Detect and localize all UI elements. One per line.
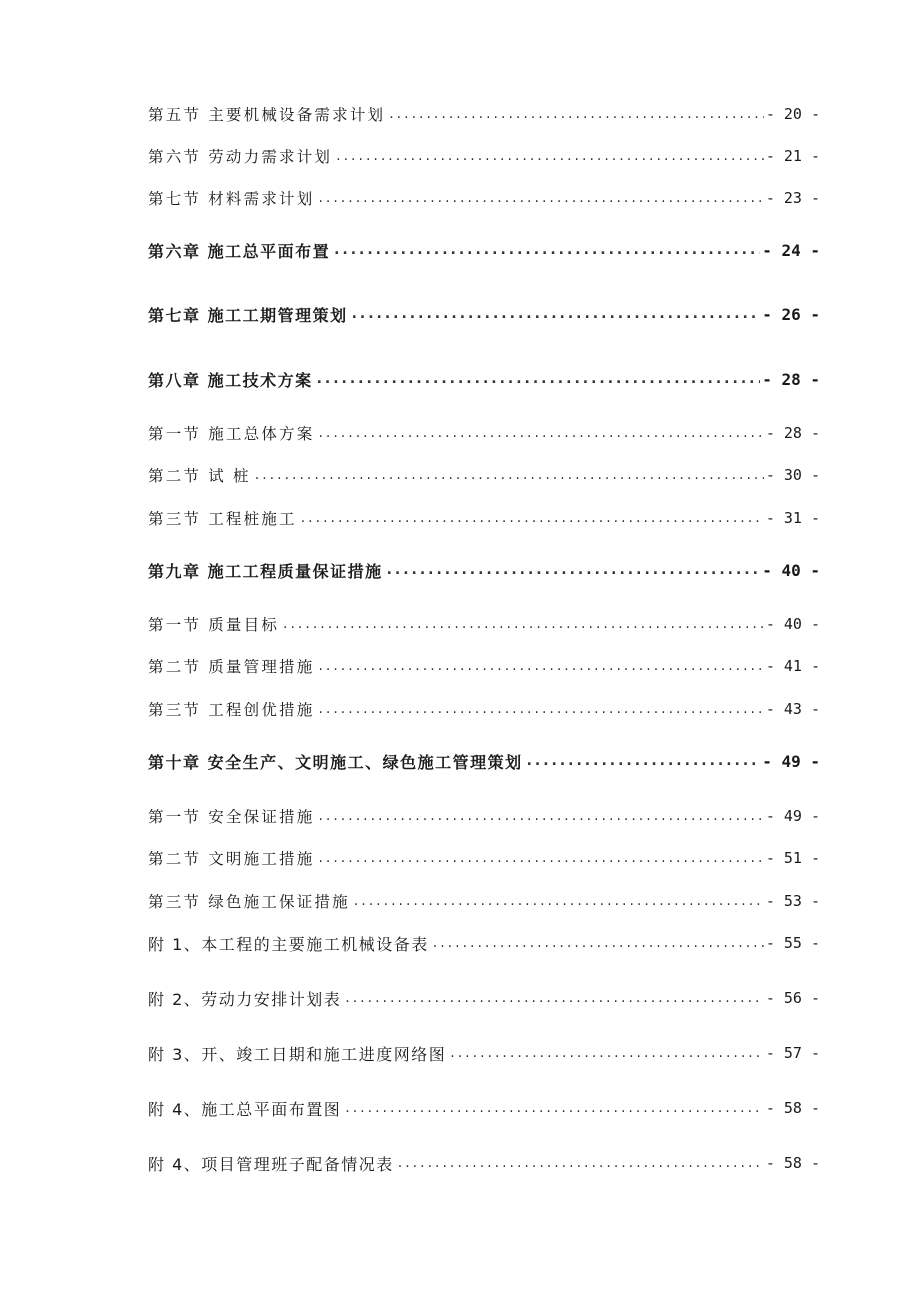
toc-entry-appendix-4b[interactable] — [148, 1151, 820, 1175]
toc-dot-leader — [345, 986, 764, 1010]
toc-entry-title: 第十章 安全生产、文明施工、绿色施工管理策划 — [148, 752, 523, 772]
toc-entry-appendix-4[interactable] — [148, 1096, 820, 1120]
toc-dot-leader — [334, 238, 760, 262]
toc-entry-page: - 55 - — [765, 934, 820, 952]
toc-entry-section-1[interactable] — [148, 612, 820, 636]
toc-entry-page: - 24 - — [762, 240, 820, 260]
toc-entry-page: - 30 - — [765, 466, 820, 484]
toc-entry-title: 附 1、本工程的主要施工机械设备表 — [148, 934, 429, 954]
toc-dot-leader — [318, 804, 763, 828]
toc-entry-title: 第七章 施工工期管理策划 — [148, 305, 348, 325]
toc-dot-leader — [255, 463, 764, 487]
toc-entry-section-5[interactable] — [148, 102, 820, 126]
toc-dot-leader — [527, 749, 761, 773]
toc-entry-title: 附 3、开、竣工日期和施工进度网络图 — [148, 1044, 447, 1064]
toc-entry-page: - 58 - — [765, 1099, 820, 1117]
toc-dot-leader — [318, 186, 763, 210]
toc-entry-title: 第六节 劳动力需求计划 — [148, 148, 333, 166]
toc-dot-leader — [354, 889, 764, 913]
toc-entry-title: 第二节 质量管理措施 — [148, 658, 315, 676]
toc-dot-leader — [398, 1151, 764, 1175]
toc-entry-appendix-3[interactable] — [148, 1041, 820, 1065]
toc-dot-leader — [318, 697, 763, 721]
toc-entry-page: - 21 - — [765, 147, 820, 165]
toc-dot-leader — [352, 302, 761, 326]
toc-entry-section-3[interactable] — [148, 697, 820, 721]
toc-entry-section-2[interactable] — [148, 654, 820, 678]
toc-entry-title: 附 4、施工总平面布置图 — [148, 1099, 342, 1119]
toc-dot-leader — [318, 654, 763, 678]
toc-dot-leader — [318, 421, 763, 445]
toc-entry-section-7[interactable] — [148, 186, 820, 210]
toc-entry-title: 第三节 绿色施工保证措施 — [148, 893, 350, 911]
toc-entry-page: - 28 - — [762, 369, 820, 389]
toc-entry-title: 第六章 施工总平面布置 — [148, 241, 331, 261]
toc-entry-title: 第二节 试 桩 — [148, 467, 251, 485]
toc-entry-page: - 51 - — [765, 849, 820, 867]
toc-dot-leader — [450, 1041, 764, 1065]
toc-entry-title: 附 2、劳动力安排计划表 — [148, 989, 342, 1009]
toc-entry-title: 第八章 施工技术方案 — [148, 370, 313, 390]
toc-dot-leader — [301, 506, 764, 530]
toc-entry-page: - 40 - — [762, 560, 820, 580]
toc-entry-chapter-6[interactable] — [148, 238, 820, 262]
toc-dot-leader — [345, 1096, 764, 1120]
toc-entry-section-6[interactable] — [148, 144, 820, 168]
toc-entry-title: 第一节 安全保证措施 — [148, 808, 315, 826]
toc-entry-page: - 41 - — [765, 657, 820, 675]
toc-dot-leader — [283, 612, 764, 636]
toc-entry-page: - 57 - — [765, 1044, 820, 1062]
toc-entry-page: - 40 - — [765, 615, 820, 633]
toc-entry-section-2[interactable] — [148, 846, 820, 870]
toc-entry-section-2[interactable] — [148, 463, 820, 487]
toc-entry-title: 第一节 质量目标 — [148, 616, 280, 634]
toc-entry-page: - 28 - — [765, 424, 820, 442]
toc-entry-title: 第七节 材料需求计划 — [148, 190, 315, 208]
toc-entry-chapter-9[interactable] — [148, 558, 820, 582]
toc-entry-title: 第一节 施工总体方案 — [148, 425, 315, 443]
toc-entry-appendix-2[interactable] — [148, 986, 820, 1010]
toc-entry-page: - 31 - — [765, 509, 820, 527]
toc-entry-page: - 56 - — [765, 989, 820, 1007]
toc-entry-chapter-8[interactable] — [148, 367, 820, 391]
toc-entry-section-1[interactable] — [148, 421, 820, 445]
toc-entry-section-3[interactable] — [148, 506, 820, 530]
toc-entry-page: - 49 - — [765, 807, 820, 825]
toc-entry-page: - 23 - — [765, 189, 820, 207]
toc-entry-title: 第五节 主要机械设备需求计划 — [148, 106, 386, 124]
toc-entry-section-1[interactable] — [148, 804, 820, 828]
toc-dot-leader — [433, 931, 764, 955]
toc-dot-leader — [336, 144, 764, 168]
toc-entry-page: - 49 - — [762, 751, 820, 771]
toc-entry-page: - 53 - — [765, 892, 820, 910]
toc-entry-title: 附 4、项目管理班子配备情况表 — [148, 1154, 394, 1174]
toc-entry-page: - 43 - — [765, 700, 820, 718]
toc-entry-chapter-7[interactable] — [148, 302, 820, 326]
toc-entry-page: - 58 - — [765, 1154, 820, 1172]
toc-entry-title: 第二节 文明施工措施 — [148, 850, 315, 868]
toc-entry-title: 第三节 工程创优措施 — [148, 701, 315, 719]
toc-entry-chapter-10[interactable] — [148, 749, 820, 773]
toc-entry-section-3[interactable] — [148, 889, 820, 913]
toc-dot-leader — [389, 102, 764, 126]
toc-dot-leader — [318, 846, 763, 870]
toc-dot-leader — [317, 367, 761, 391]
toc-entry-title: 第三节 工程桩施工 — [148, 510, 297, 528]
toc-entry-page: - 26 - — [762, 304, 820, 324]
toc-entry-appendix-1[interactable] — [148, 931, 820, 955]
toc-entry-page: - 20 - — [765, 105, 820, 123]
toc-entry-title: 第九章 施工工程质量保证措施 — [148, 561, 383, 581]
toc-dot-leader — [387, 558, 761, 582]
